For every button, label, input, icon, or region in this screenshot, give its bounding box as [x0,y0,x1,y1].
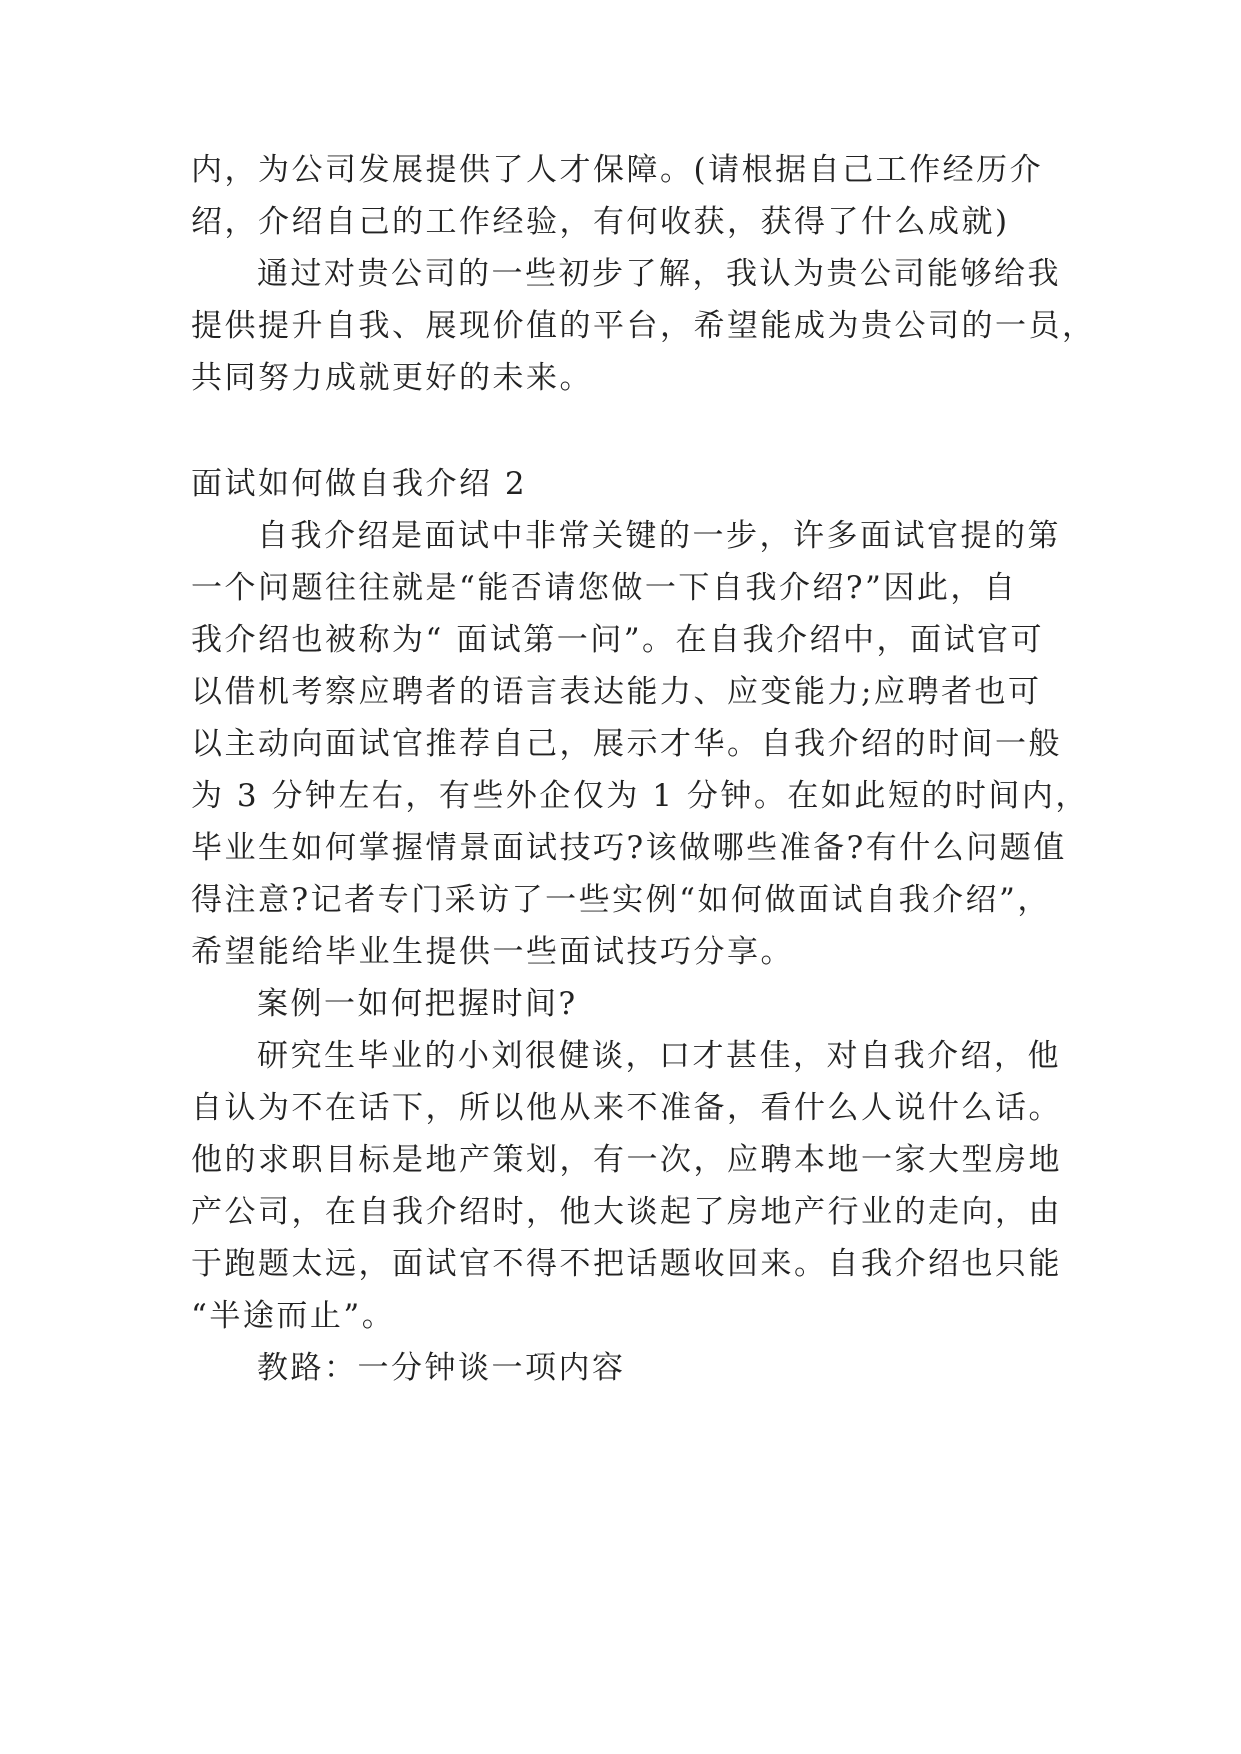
text-line: 以借机考察应聘者的语言表达能力、应变能力;应聘者也可 [191,674,1042,710]
text-line: 我介绍也被称为“ 面试第一问”。在自我介绍中，面试官可 [191,622,1045,658]
paragraph-line-indented: 通过对贵公司的一些初步了解，我认为贵公司能够给我 [257,256,1061,292]
text-line: 得注意?记者专门采访了一些实例“如何做面试自我介绍”， [191,882,1051,918]
text-line: 一个问题往往就是“能否请您做一下自我介绍?”因此，自 [191,570,1018,606]
text-line: 内，为公司发展提供了人才保障。(请根据自己工作经历介 [191,152,1044,188]
text-line: 于跑题太远，面试官不得不把话题收回来。自我介绍也只能 [191,1246,1062,1282]
text-line: 共同努力成就更好的未来。 [191,360,593,396]
text-line: “半途而止”。 [191,1298,396,1334]
text-line: 提供提升自我、展现价值的平台，希望能成为贵公司的一员， [191,308,1096,344]
paragraph-line-indented: 研究生毕业的小刘很健谈，口才甚佳，对自我介绍，他 [257,1038,1061,1074]
text-line: 绍，介绍自己的工作经验，有何收获，获得了什么成就) [191,204,1010,240]
case-heading: 案例一如何把握时间? [257,986,578,1022]
text-line: 以主动向面试官推荐自己，展示才华。自我介绍的时间一般 [191,726,1062,762]
section-heading: 面试如何做自我介绍 2 [191,466,528,502]
text-line: 他的求职目标是地产策划，有一次，应聘本地一家大型房地 [191,1142,1062,1178]
text-line: 毕业生如何掌握情景面试技巧?该做哪些准备?有什么问题值 [191,830,1067,866]
text-line: 希望能给毕业生提供一些面试技巧分享。 [191,934,794,970]
text-line: 产公司，在自我介绍时，他大谈起了房地产行业的走向，由 [191,1194,1062,1230]
text-line: 自认为不在话下，所以他从来不准备，看什么人说什么话。 [191,1090,1062,1126]
text-line: 为 3 分钟左右，有些外企仅为 1 分钟。在如此短的时间内， [191,778,1089,814]
paragraph-line-indented: 自我介绍是面试中非常关键的一步，许多面试官提的第 [257,518,1061,554]
tip-heading: 教路：一分钟谈一项内容 [257,1350,626,1386]
